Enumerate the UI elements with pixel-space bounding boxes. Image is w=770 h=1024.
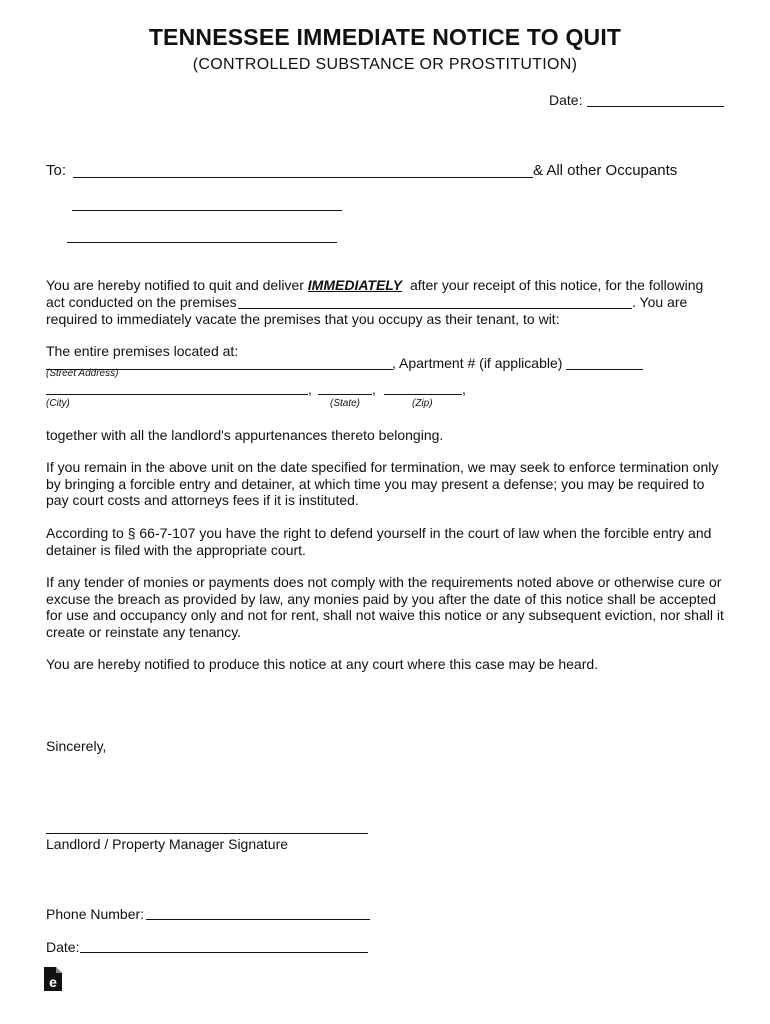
tenant-address-line-2[interactable]	[67, 242, 337, 243]
state-field[interactable]	[318, 394, 372, 395]
eforms-logo-letter: e	[49, 974, 57, 990]
zip-comma: ,	[462, 381, 466, 397]
appurtenances-paragraph	[46, 427, 726, 444]
termination-text: If you remain in the above unit on the date specified for termination, we may seek to enforce termination only by bringing a forcible entry and detainer, at which time you may present a defense; you may be required to pay court costs and attorneys fees if it is instituted.	[46, 459, 719, 508]
signature-label: Landlord / Property Manager Signature	[46, 836, 289, 852]
produce-text: You are hereby notified to produce this notice at any court where this case may be heard.	[46, 656, 599, 672]
city-field[interactable]	[46, 394, 308, 395]
notice-line-1-pre: You are hereby notified to quit and deliver	[46, 277, 304, 293]
apartment-label: , Apartment # (if applicable)	[392, 355, 563, 371]
sincerely-text: Sincerely,	[46, 738, 107, 754]
tender-text: If any tender of monies or payments does not comply with the requirements noted above or otherwise cure or excuse the breach as provided by law, any monies paid by you after the date of this notice shall be accepted for use and occupancy only and not for rent, shall not waive this notice or any subsequent eviction, nor shall it create or reinstate any tenancy.	[46, 574, 724, 640]
termination-paragraph	[46, 459, 726, 509]
tenant-name-field[interactable]	[73, 177, 533, 178]
date-field[interactable]	[587, 106, 724, 107]
to-label: To:	[46, 162, 67, 179]
date-label: Date:	[549, 92, 583, 108]
notice-line-1	[46, 277, 703, 293]
phone-label: Phone Number:	[46, 906, 145, 922]
zip-field[interactable]	[384, 394, 462, 395]
state-caption: (State)	[330, 398, 361, 409]
bottom-date-field[interactable]	[80, 952, 368, 953]
bottom-date-label: Date:	[46, 939, 80, 955]
tenant-address-line-1[interactable]	[72, 210, 342, 211]
immediately-emphasis: IMMEDIATELY	[307, 277, 403, 293]
notice-line-2-pre: act conducted on the premises	[46, 294, 237, 310]
document-title: TENNESSEE IMMEDIATE NOTICE TO QUIT	[148, 24, 622, 50]
state-comma: ,	[372, 381, 376, 397]
notice-line-2-post: . You are	[632, 294, 688, 310]
document-subtitle: (CONTROLLED SUBSTANCE OR PROSTITUTION)	[192, 56, 578, 73]
eforms-logo-icon	[44, 967, 62, 991]
tender-paragraph	[46, 574, 726, 640]
signature-field[interactable]	[46, 833, 368, 834]
notice-line-1-post: after your receipt of this notice, for the following	[409, 277, 704, 293]
street-address-caption: (Street Address)	[46, 368, 119, 379]
apartment-field[interactable]	[566, 369, 643, 370]
defend-text: According to § 66-7-107 you have the right to defend yourself in the court of law when the forcible entry and detainer is filed with the appropriate court.	[46, 525, 712, 558]
defend-paragraph	[46, 525, 726, 558]
premises-intro: The entire premises located at:	[46, 343, 239, 359]
other-occupants-label: & All other Occupants	[533, 162, 678, 179]
zip-caption: (Zip)	[412, 398, 433, 409]
city-comma: ,	[308, 381, 312, 397]
city-caption: (City)	[46, 398, 70, 409]
phone-field[interactable]	[146, 919, 370, 920]
appurtenances-text: together with all the landlord's appurtenances thereto belonging.	[46, 427, 444, 443]
act-conducted-field[interactable]	[238, 308, 632, 309]
produce-paragraph	[46, 656, 726, 673]
notice-line-3: required to immediately vacate the premises that you occupy as their tenant, to wit:	[46, 311, 560, 327]
